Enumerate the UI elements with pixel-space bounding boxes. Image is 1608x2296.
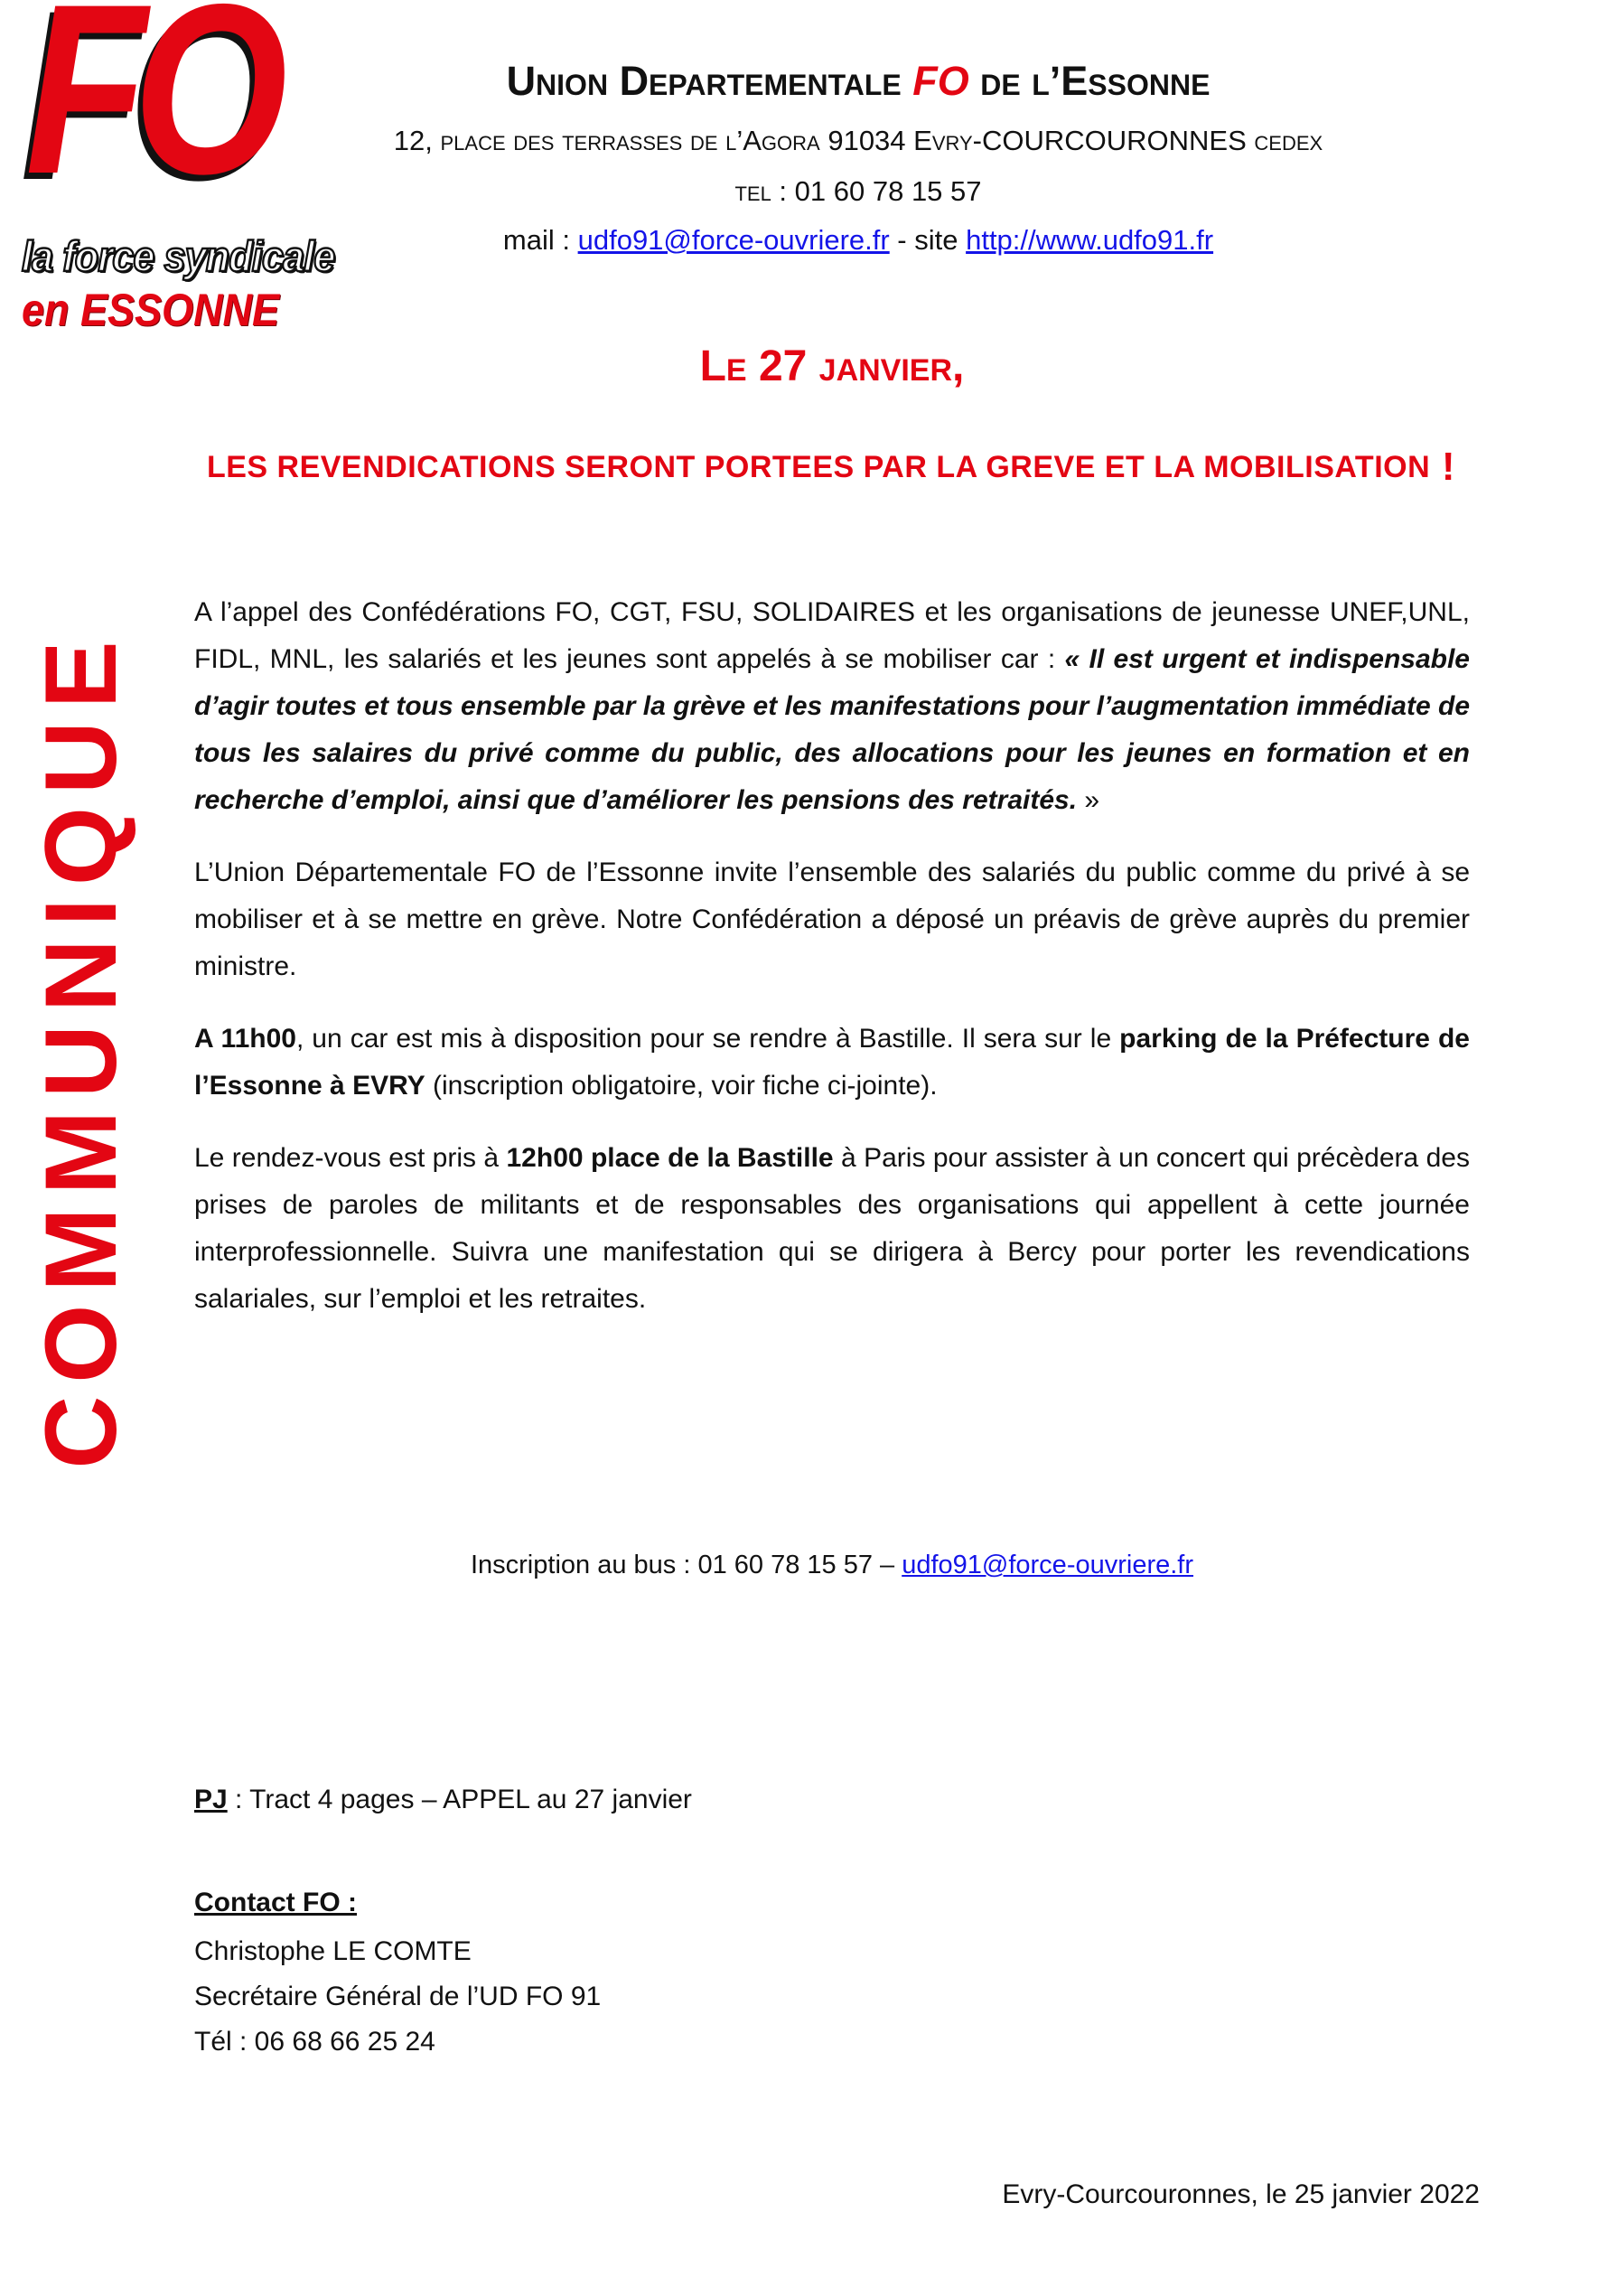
contact-heading: Contact FO : <box>194 1888 357 1917</box>
paragraph-rdv-time-place: 12h00 place de la Bastille <box>506 1143 834 1173</box>
paragraph-bus-text2: (inscription obligatoire, voir fiche ci-jointe). <box>425 1071 938 1101</box>
headline-exclamation: ! <box>1430 445 1456 489</box>
contact-name: Christophe LE COMTE <box>194 1936 472 1966</box>
fo-logo-region: en ESSONNE <box>22 285 280 335</box>
paragraph-rdv-text: à Paris pour assister à un concert qui précèdera des prises de paroles de militants et de responsables des organisations qui appellent à cette journée interprofessionnelle. Suivra une manifestation qui se dirigera à Bercy pour porter les revendications salariales, sur l’emploi et les retraites. <box>194 1143 1470 1314</box>
letter-body <box>194 589 1470 1348</box>
paragraph-appel <box>194 589 1470 824</box>
communique-vertical-label: COMMUNIQUE <box>24 628 137 1469</box>
org-name <box>289 58 1427 105</box>
paragraph-bus <box>194 1016 1470 1110</box>
paragraph-appel-quote: « Il est urgent et indispensable d’agir toutes et tous ensemble par la grève et les manifestations pour l’augmentation immédiate de tous les salaires du privé comme du public, des allocations pour les jeunes en formation et en recherche d’emploi, ainsi que d’améliorer les pensions des retraités. <box>194 644 1471 815</box>
bus-registration-label: Inscription au bus : 01 60 78 15 57 – <box>470 1551 902 1579</box>
org-address: 12, place des terrasses de l’Agora 91034 Evry-COURCOURONNES cedex <box>393 125 1323 156</box>
footer-block <box>194 1785 1470 2074</box>
paragraph-appel-quote-close: » <box>1077 785 1100 815</box>
bus-registration-line <box>194 1551 1470 1580</box>
attachment-line <box>194 1785 1470 1815</box>
headline-date: Le 27 janvier, <box>699 342 965 390</box>
paragraph-rdv <box>194 1135 1470 1323</box>
attachment-text: : Tract 4 pages – APPEL au 27 janvier <box>227 1785 692 1814</box>
attachment-label: PJ <box>194 1785 228 1814</box>
bus-registration-mail-link[interactable]: udfo91@force-ouvriere.fr <box>902 1551 1194 1579</box>
mail-label: mail : <box>502 224 578 256</box>
org-name-post: de l’Essonne <box>968 58 1211 104</box>
headline-slogan-text: LES REVENDICATIONS SERONT PORTEES PAR LA GREVE ET LA MOBILISATION <box>206 450 1431 484</box>
dateline: Evry-Courcouronnes, le 25 janvier 2022 <box>1002 2179 1480 2209</box>
org-name-pre: Union Departementale <box>506 58 913 104</box>
org-phone: tel : 01 60 78 15 57 <box>734 175 982 207</box>
headline-slogan <box>163 445 1500 490</box>
fo-logo-tagline: la force syndicale <box>22 232 335 280</box>
contact-role: Secrétaire Général de l’UD FO 91 <box>194 1982 602 2011</box>
paragraph-invitation-text: L’Union Départementale FO de l’Essonne invite l’ensemble des salariés du public comme du privé à se mobiliser et à se mettre en grève. Notre Confédération a déposé un préavis de grève auprès du premier ministre. <box>194 857 1470 981</box>
org-contact-line <box>289 224 1427 257</box>
letterhead <box>289 58 1427 257</box>
fo-logo <box>9 0 335 335</box>
paragraph-bus-time: A 11h00 <box>194 1024 296 1054</box>
site-label: - site <box>889 224 967 256</box>
contact-phone: Tél : 06 68 66 25 24 <box>194 2027 435 2057</box>
paragraph-rdv-intro: Le rendez-vous est pris à <box>194 1143 507 1173</box>
paragraph-appel-intro: A l’appel des Confédérations FO, CGT, FSU, SOLIDAIRES et les organisations de jeunesse UNEF,UNL, FIDL, MNL, les salariés et les jeunes sont appelés à se mobiliser car : <box>194 597 1470 674</box>
mail-link[interactable]: udfo91@force-ouvriere.fr <box>577 224 890 256</box>
site-link[interactable]: http://www.udfo91.fr <box>966 224 1214 256</box>
paragraph-invitation <box>194 849 1470 990</box>
org-name-fo: FO <box>912 58 969 104</box>
paragraph-bus-place: parking de la Préfecture de l’Essonne à EVRY <box>194 1024 1470 1101</box>
fo-logo-letters: FO <box>25 0 275 224</box>
paragraph-bus-text1: , un car est mis à disposition pour se rendre à Bastille. Il sera sur le <box>295 1024 1120 1054</box>
